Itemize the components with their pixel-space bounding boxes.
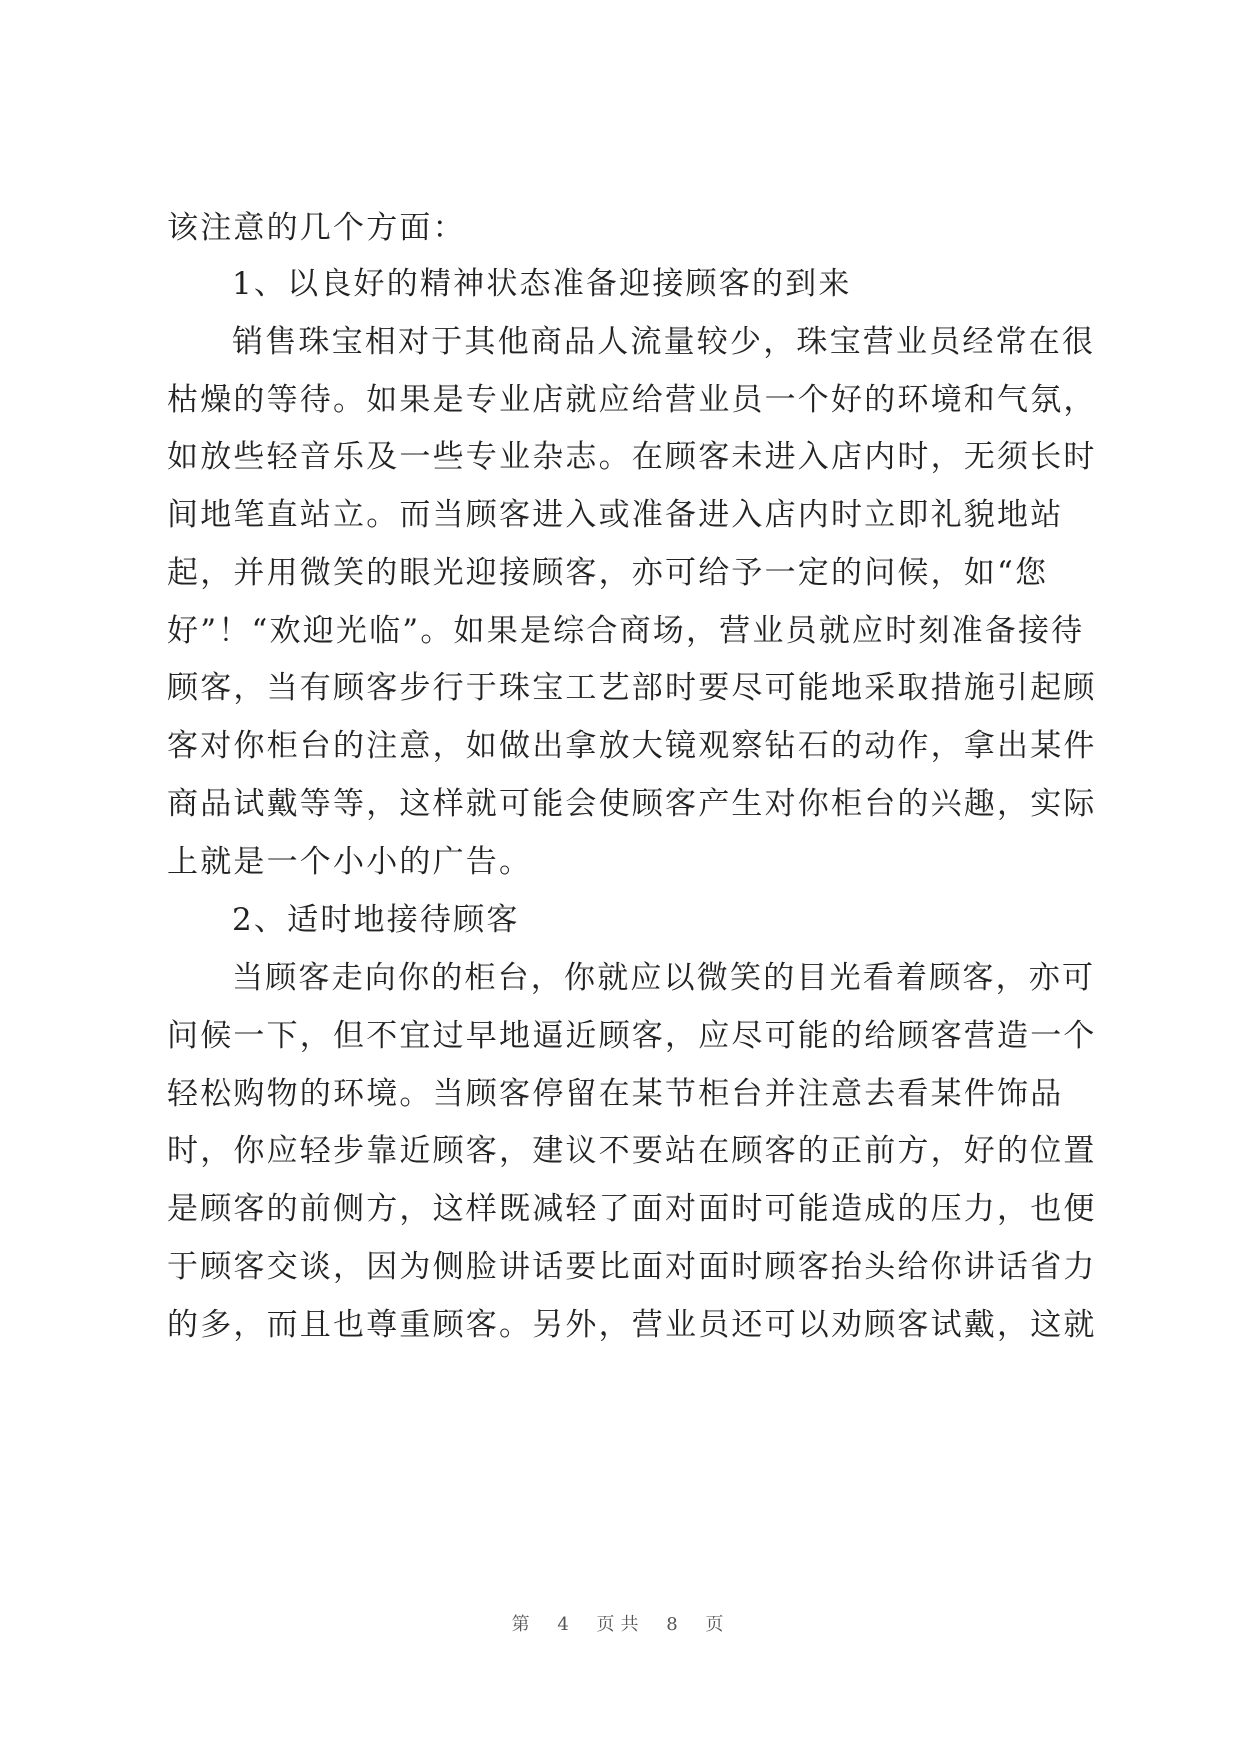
paragraph-line: 的多，而且也尊重顾客。另外，营业员还可以劝顾客试戴，这就 xyxy=(167,1307,1097,1343)
paragraph-line: 间地笔直站立。而当顾客进入或准备进入店内时立即礼貌地站 xyxy=(167,497,1064,533)
paragraph-line: 当顾客走向你的柜台，你就应以微笑的目光看着顾客，亦可 xyxy=(232,960,1096,996)
paragraph-line: 是顾客的前侧方，这样既减轻了面对面时可能造成的压力，也便 xyxy=(167,1191,1097,1227)
paragraph-line: 问候一下，但不宜过早地逼近顾客，应尽可能的给顾客营造一个 xyxy=(167,1018,1097,1054)
paragraph-line: 顾客，当有顾客步行于珠宝工艺部时要尽可能地采取措施引起顾 xyxy=(167,670,1097,706)
paragraph-line: 于顾客交谈，因为侧脸讲话要比面对面时顾客抬头给你讲话省力 xyxy=(167,1249,1097,1285)
paragraph-line: 好”！“欢迎光临”。如果是综合商场，营业员就应时刻准备接待 xyxy=(167,613,1085,649)
section-heading-1: 1、以良好的精神状态准备迎接顾客的到来 xyxy=(232,266,852,302)
page-number-footer: 第 4 页共 8 页 xyxy=(511,1614,730,1635)
paragraph-line: 客对你柜台的注意，如做出拿放大镜观察钻石的动作，拿出某件 xyxy=(167,728,1097,764)
paragraph-line: 起，并用微笑的眼光迎接顾客，亦可给予一定的问候，如“您 xyxy=(167,555,1049,591)
paragraph-line: 轻松购物的环境。当顾客停留在某节柜台并注意去看某件饰品 xyxy=(167,1076,1064,1112)
paragraph-line: 上就是一个小小的广告。 xyxy=(167,844,533,880)
paragraph-line: 商品试戴等等，这样就可能会使顾客产生对你柜台的兴趣，实际 xyxy=(167,786,1097,822)
paragraph-line: 销售珠宝相对于其他商品人流量较少，珠宝营业员经常在很 xyxy=(232,324,1096,360)
section-heading-2: 2、适时地接待顾客 xyxy=(232,902,520,938)
paragraph-line: 如放些轻音乐及一些专业杂志。在顾客未进入店内时，无须长时 xyxy=(167,439,1097,475)
paragraph-line: 枯燥的等待。如果是专业店就应给营业员一个好的环境和气氛， xyxy=(167,382,1097,418)
text-line: 该注意的几个方面： xyxy=(167,210,466,246)
paragraph-line: 时，你应轻步靠近顾客，建议不要站在顾客的正前方，好的位置 xyxy=(167,1133,1097,1169)
